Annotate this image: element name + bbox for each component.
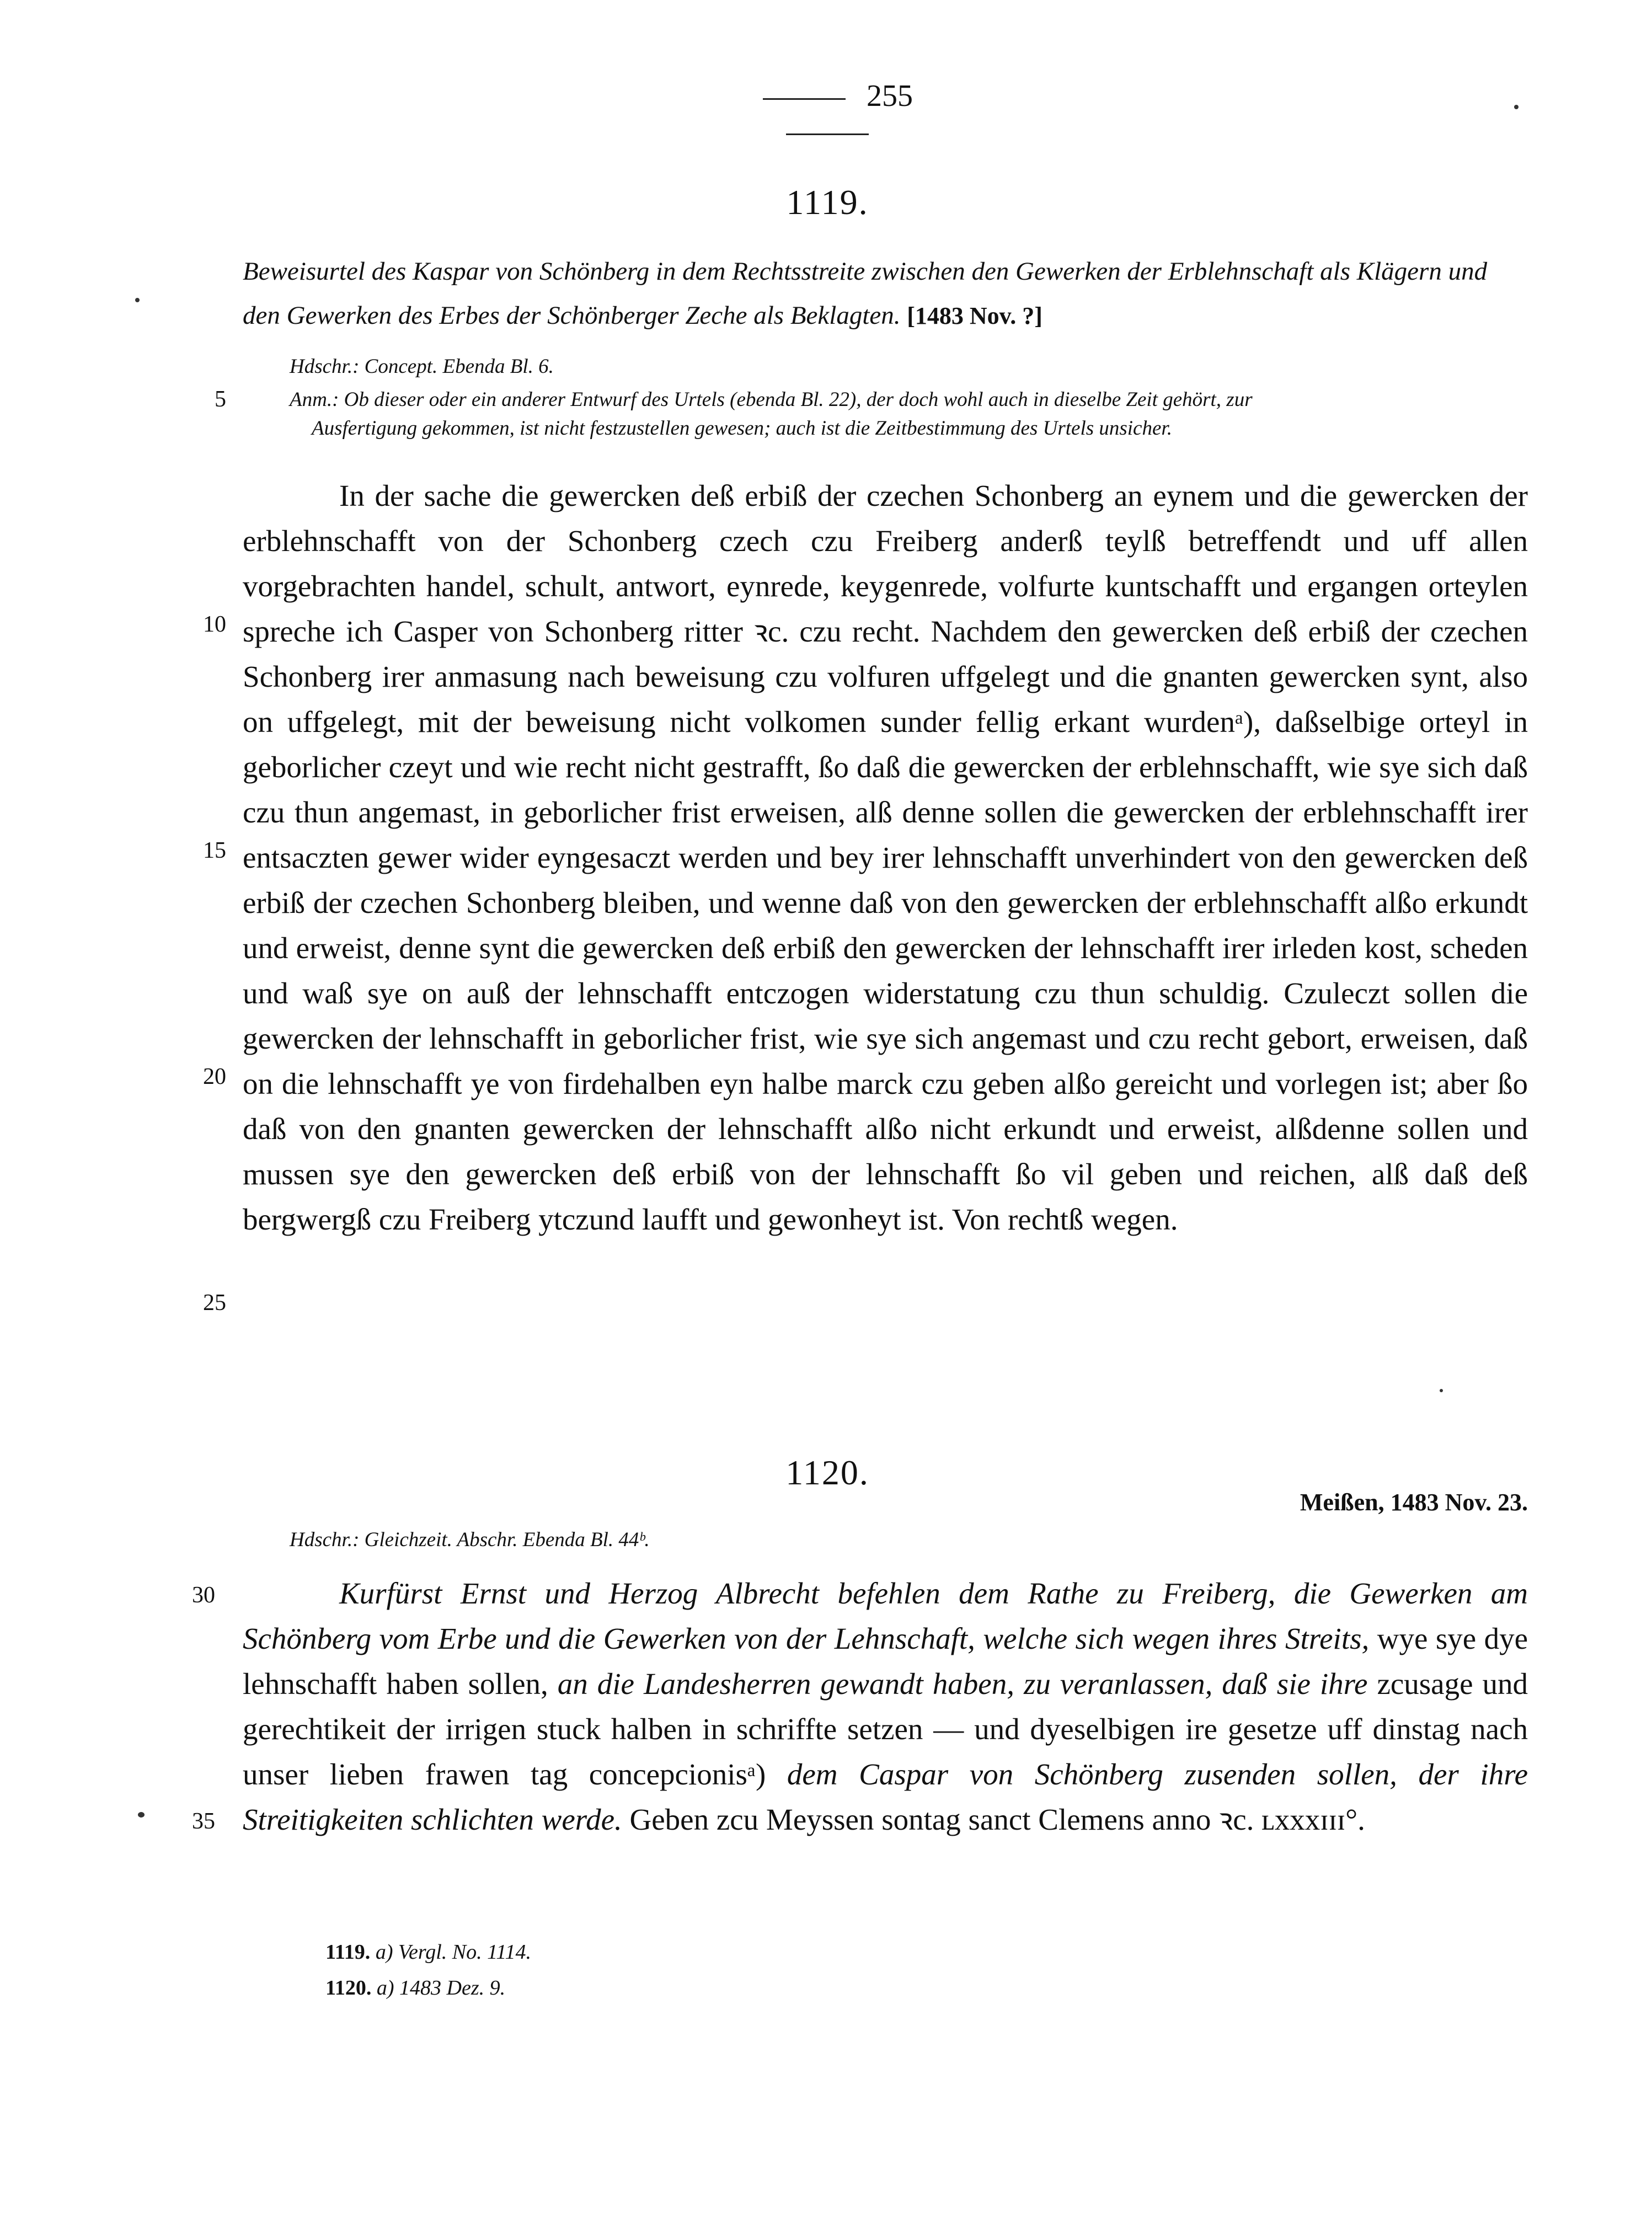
line-number: 15 xyxy=(203,838,226,863)
header-rule-left xyxy=(763,98,846,100)
line-number: 30 xyxy=(192,1583,215,1608)
page-header xyxy=(728,78,927,149)
quote-2: zcusage und gerechtikeit der irrigen stuck halben in schriffte setzen — und dyeselbigen ire gesetze uff dinstag nach unser lieben frawen tag concepcionisᵃ) xyxy=(243,1667,1528,1791)
print-speck xyxy=(1440,1389,1443,1392)
line-number: 10 xyxy=(203,612,226,637)
heading-date: [1483 Nov. ?] xyxy=(907,302,1042,329)
print-speck xyxy=(138,1812,145,1818)
document-text-1119 xyxy=(243,473,1528,1242)
footnote-text: a) 1483 Dez. 9. xyxy=(376,1976,506,2000)
footnote-label: 1119. xyxy=(325,1941,371,1964)
summary-italic-1: Kurfürst Ernst und Herzog Albrecht befehlen dem Rathe zu Freiberg, die Gewerken am Schönberg vom Erbe und die Gewerken von der Lehnschaft, welche sich wegen ihres Streits, xyxy=(243,1576,1528,1655)
print-speck xyxy=(1514,105,1519,109)
body-paragraph xyxy=(243,1571,1528,1842)
line-number: 5 xyxy=(215,387,226,412)
heading-text: Beweisurtel des Kaspar von Schönberg in dem Rechtsstreite zwischen den Gewerken der Erblehnschaft als Klägern und den Gewerken des Erbes der Schönberger Zeche als Beklagten. xyxy=(243,257,1488,330)
annotation-1119-line1: Anm.: Ob dieser oder ein anderer Entwurf des Urtels (ebenda Bl. 22), der doch wohl auch in dieselbe Zeit gehört, zur xyxy=(290,388,1253,411)
document-text-1120 xyxy=(243,1571,1528,1842)
header-rule-right xyxy=(786,133,869,135)
footnote-1120 xyxy=(325,1972,505,2004)
line-number: 25 xyxy=(203,1290,226,1316)
manuscript-source-1119: Hdschr.: Concept. Ebenda Bl. 6. xyxy=(290,355,554,378)
quote-3: Geben zcu Meyssen sontag sanct Clemens anno ꝛc. ʟxxxɪɪɪ°. xyxy=(622,1803,1365,1836)
page-number: 255 xyxy=(867,79,913,113)
quote-1: wye sye dye lehnschafft haben sollen, xyxy=(243,1622,1528,1701)
print-speck xyxy=(135,298,140,302)
line-number: 20 xyxy=(203,1064,226,1089)
footnote-1119 xyxy=(325,1936,531,1968)
footnote-text: a) Vergl. No. 1114. xyxy=(375,1941,531,1964)
manuscript-source-1120: Hdschr.: Gleichzeit. Abschr. Ebenda Bl. 44ᵇ. xyxy=(290,1528,650,1551)
summary-italic-2: an die Landesherren gewandt haben, zu veranlassen, daß sie ihre xyxy=(557,1667,1368,1701)
footnote-label: 1120. xyxy=(325,1976,372,2000)
line-number: 35 xyxy=(192,1809,215,1834)
place-date-1120: Meißen, 1483 Nov. 23. xyxy=(1300,1489,1528,1516)
document-number-1119: 1119. xyxy=(786,183,869,222)
document-number-1120: 1120. xyxy=(785,1453,869,1492)
document-heading-1119 xyxy=(243,249,1528,338)
body-paragraph: In der sache die gewercken deß erbiß der czechen Schonberg an eynem und die gewercken der erblehnschafft von der Schonberg czech czu Freiberg anderß teylß betreffendt und uff allen vorgebrachten handel, schult, antwort, eynrede, keygenrede, volfurte kuntschafft und ergangen orteylen spreche ich Casper von Schonberg ritter ꝛc. czu recht. Nachdem den gewercken deß erbiß der czechen Schonberg irer anmasung nach beweisung czu volfuren uffgelegt und die gnanten gewercken synt, also on uffgelegt, mit der beweisung nicht volkomen sunder fellig erkant wurdenᵃ), daßselbige orteyl in geborlicher czeyt und wie recht nicht gestrafft, ßo daß die gewercken der erblehnschafft, wie sye sich daß czu thun angemast, in geborlicher frist erweisen, alß denne sollen die gewercken der erblehnschafft irer entsaczten gewer wider eyngesaczt werden und bey irer lehnschafft unverhindert von den gewercken deß erbiß der czechen Schonberg bleiben, und wenne daß von den gewercken der erblehnschafft alßo erkundt und erweist, denne synt die gewercken deß erbiß den gewercken der lehnschafft irer irleden kost, scheden und waß sye on auß der lehnschafft entczogen widerstatung czu thun schuldig. Czuleczt sollen die gewercken der lehnschafft in geborlicher frist, wie sye sich angemast und czu recht gebort, erweisen, daß on die lehnschafft ye von firdehalben eyn halbe marck czu geben alßo gereicht und vorlegen ist; aber ßo daß von den gnanten gewercken der lehnschafft alßo nicht erkundt und erweist, alßdenne sollen und mussen sye den gewercken deß erbiß von der lehnschafft ßo vil geben und reichen, alß daß deß bergwergß czu Freiberg ytczund laufft und gewonheyt ist. Von rechtß wegen. xyxy=(243,479,1528,1236)
annotation-1119-line2: Ausfertigung gekommen, ist nicht festzustellen gewesen; auch ist die Zeitbestimmung des Urtels unsicher. xyxy=(312,417,1172,440)
summary-italic-3: dem Caspar von Schönberg zusenden sollen, der ihre Streitigkeiten schlichten werde. xyxy=(243,1757,1528,1836)
